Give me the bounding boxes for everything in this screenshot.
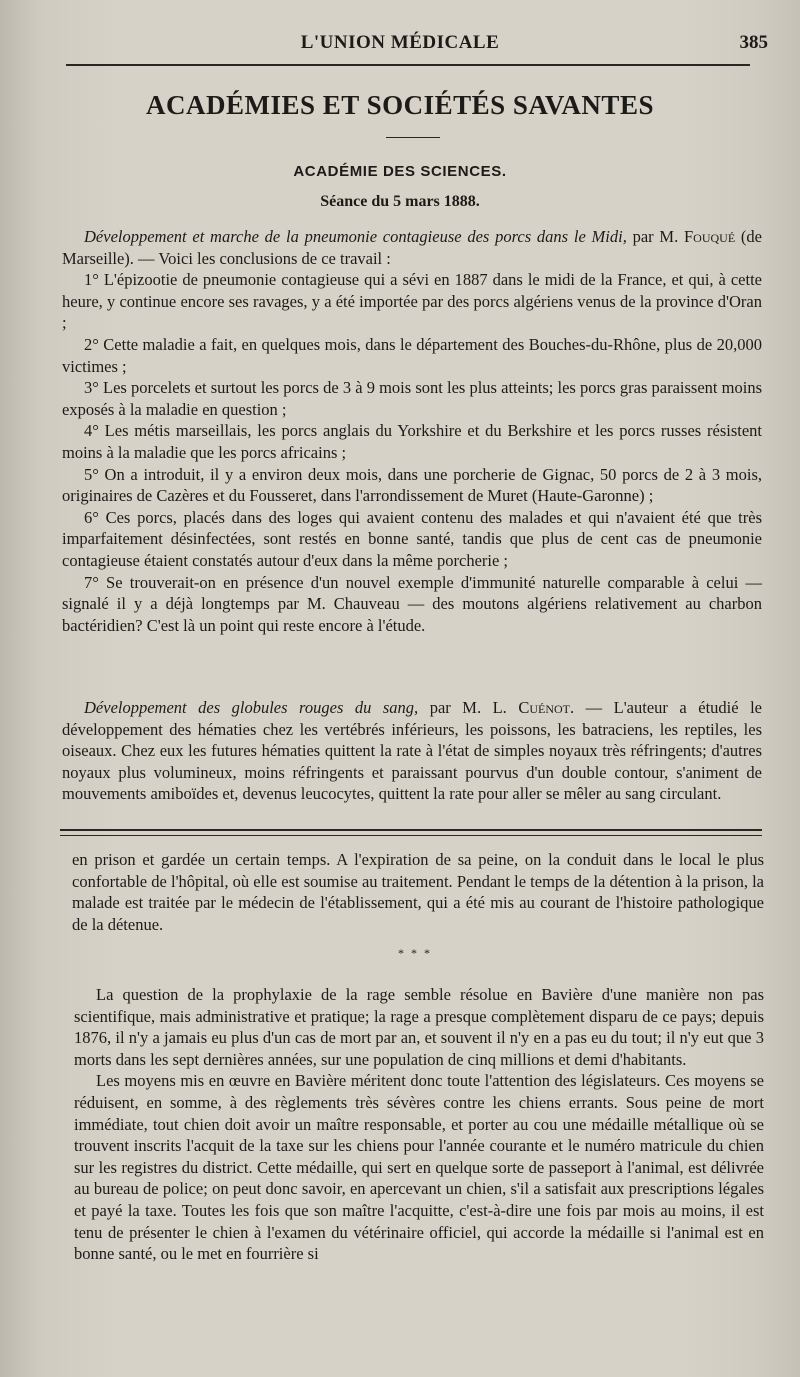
conclusion-item: 2° Cette maladie a fait, en quelques mois, dans le département des Bouches-du-Rhône, plus de 20,000 victimes ; [62,334,762,376]
section-title: ACADÉMIES ET SOCIÉTÉS SAVANTES [146,90,654,120]
rage-paragraph: La question de la prophylaxie de la rage semble résolue en Bavière d'une manière non pas scientifique, mais administrative et pratique; la rage a presque complètement disparu de ce pays; depuis 1876, il n'y a jamais eu plus d'un cas de mort par an, et souvent il n'y en a pas eu du tout; il n'y eut que 3 morts dans les sept dernières années, sur une population de cinq millions et demi d'habitants. [74,985,764,1069]
author-name: Fouqué [683,227,736,246]
continuation-text [72,849,764,935]
header-rule [66,64,750,66]
article-title: Développement des globules rouges du sang, [84,698,419,717]
separator-stars: * * * [398,946,432,960]
author-name: Cuénot [518,698,570,717]
conclusion-item: 3° Les porcelets et surtout les porcs de 3 à 9 mois sont les plus atteints; les porcs gras paraissent moins exposés à la maladie en question ; [62,378,762,419]
article-rage [74,984,764,1265]
conclusion-item: 5° On a introduit, il y a environ deux mois, dans une porcherie de Gignac, 50 porcs de 2 à 3 mois, originaires de Cazères et du Fousseret, dans l'arrondissement de Muret (Haute-Garonne) ; [62,464,762,506]
conclusion-item: 1° L'épizootie de pneumonie contagieuse qui a sévi en 1887 dans le midi de la France, et qui, à cette heure, y continue encore ses ravages, y a été importée par des porcs algériens venus de la province d'Oran ; [62,270,762,333]
article-body: Développement des globules rouges du sang, par M. L. Cuénot. — L'auteur a étudié le développement des hématies chez les vertébrés inférieurs, les poissons, les batraciens, les reptiles, les oiseaux. Chez eux les futures hématies quittent la rate à l'état de simples noyaux très réfringents; d'autres noyaux plus volumineux, moins réfringents et paraissant pourvus d'un double contour, s'animent de mouvements amiboïdes et, devenus leucocytes, quittent la rate pour aller se mêler au sang circulant. [62,698,762,804]
page-number: 385 [739,32,768,53]
academy-title: ACADÉMIE DES SCIENCES. [293,163,507,180]
article-intro: Développement et marche de la pneumonie contagieuse des porcs dans le Midi, par M. Fouqué (de Marseille). — Voici les conclusions de ce travail : [62,227,762,268]
title-rule [386,137,440,138]
running-title: L'UNION MÉDICALE [300,32,500,53]
article-pneumonie [62,226,762,636]
section-divider [60,829,762,836]
rage-paragraph: Les moyens mis en œuvre en Bavière méritent donc toute l'attention des législateurs. Ces moyens se réduisent, en somme, à des règlements très sévères contre les chiens errants. Sous peine de mort immédiate, tout chien doit avoir un maître responsable, et porter au cou une médaille métallique où se trouvent inscrits l'acquit de la taxe sur les chiens pour l'année courante et le numéro matricule du chien sur les registres du district. Cette médaille, qui sert en quelque sorte de passeport à l'animal, est délivrée au bureau de police; on peut donc savoir, en apercevant un chien, s'il a satisfait aux prescriptions légales et payé la taxe. Toutes les fois que son maître l'acquitte, c'est-à-dire une fois par mois au moins, il est tenu de présenter le chien à l'examen du vétérinaire officiel, qui accorde la médaille si l'animal est en bonne santé, ou le met en fourrière si [74,1071,764,1264]
conclusion-item: 4° Les métis marseillais, les porcs anglais du Yorkshire et du Berkshire et les porcs russes résistent moins à la maladie que les porcs africains ; [62,421,762,462]
conclusion-item: 7° Se trouverait-on en présence d'un nouvel exemple d'immunité naturelle comparable à celui — signalé il y a déjà longtemps par M. Chauveau — des moutons algériens relativement au charbon bactéridien? C'est là un point qui reste encore à l'étude. [62,572,762,635]
continuation-paragraph: en prison et gardée un certain temps. A l'expiration de sa peine, on la conduit dans le local le plus confortable de l'hôpital, où elle est soumise au traitement. Pendant le temps de la détention à la prison, la malade est traitée par le médecin de l'établissement, qui a été mis au courant de l'histoire pathologique de la détenue. [72,850,764,934]
article-title: Développement et marche de la pneumonie contagieuse des porcs dans le Midi, [84,227,627,246]
session-date: Séance du 5 mars 1888. [320,193,480,210]
article-globules [62,697,762,805]
running-head [0,28,800,58]
conclusion-item: 6° Ces porcs, placés dans des loges qui avaient contenu des malades et qui n'avaient été que très imparfaitement désinfectées, sont restés en bonne santé, tandis que plus de cent cas de pneumonie contagieuse étaient constatés autour d'eux dans la même porcherie ; [62,507,762,570]
